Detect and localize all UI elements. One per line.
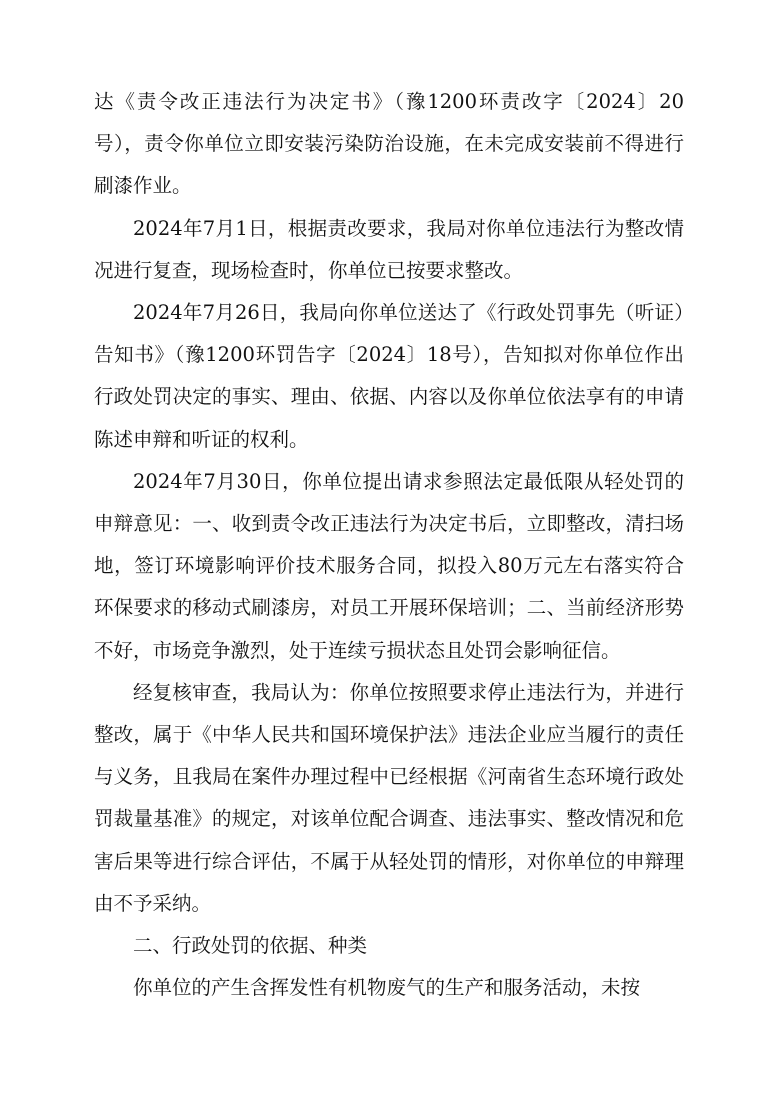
paragraph-reinspection: 2024年7月1日，根据责改要求，我局对你单位违法行为整改情况进行复查，现场检查时，你单位已按要求整改。 bbox=[94, 216, 684, 282]
paragraph-penalty-basis-start: 你单位的产生含挥发性有机物废气的生产和服务活动，未按 bbox=[133, 976, 641, 1000]
paragraph-defense-statement: 2024年7月30日，你单位提出请求参照法定最低限从轻处罚的申辩意见：一、收到责令改正违法行为决定书后，立即整改，清扫场地，签订环境影响评价技术服务合同，拟投入80万元左右落实符合环保要求的移动式刷漆房，对员工开展环保培训；二、当前经济形势不好，市场竞争激烈，处于连续亏损状态且处罚会影响征信。 bbox=[94, 469, 684, 662]
paragraph-review-conclusion: 经复核审查，我局认为：你单位按照要求停止违法行为，并进行整改，属于《中华人民共和国环境保护法》违法企业应当履行的责任与义务，且我局在案件办理过程中已经根据《河南省生态环境行政处罚裁量基准》的规定，对该单位配合调查、违法事实、整改情况和危害后果等进行综合评估，不属于从轻处罚的情形，对你单位的申辩理由不予采纳。 bbox=[94, 680, 684, 915]
paragraph-hearing-notice: 2024年7月26日，我局向你单位送达了《行政处罚事先（听证）告知书》（豫1200环罚告字〔2024〕18号），告知拟对你单位作出行政处罚决定的事实、理由、依据、内容以及你单位依法享有的申请陈述申辩和听证的权利。 bbox=[94, 301, 684, 451]
paragraph-order-notice: 达《责令改正违法行为决定书》（豫1200环责改字〔2024〕20号），责令你单位立即安装污染防治设施，在未完成安装前不得进行刷漆作业。 bbox=[94, 90, 684, 198]
section-heading-penalty-basis: 二、行政处罚的依据、种类 bbox=[133, 934, 368, 958]
document-page bbox=[94, 81, 684, 1009]
